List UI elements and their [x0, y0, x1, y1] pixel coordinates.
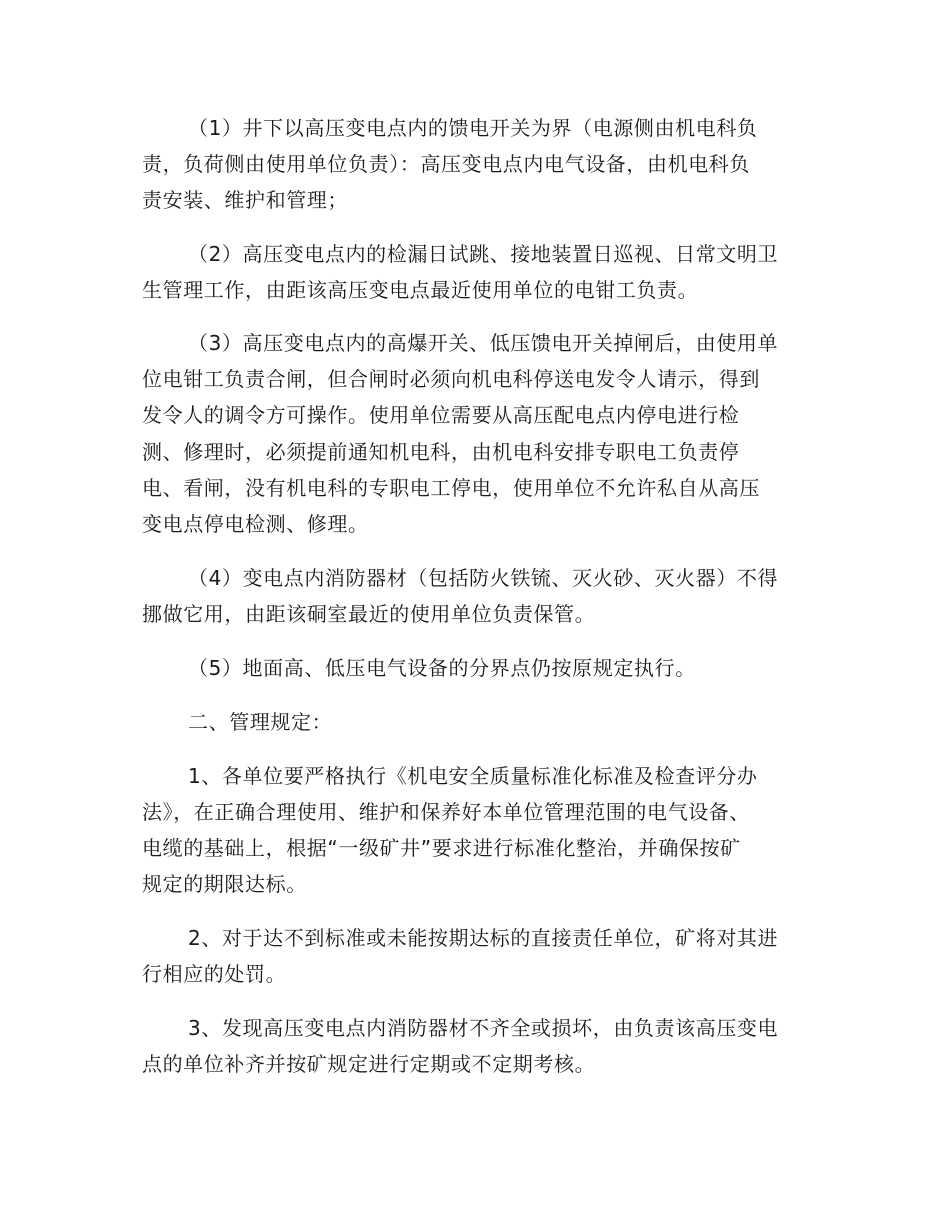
text-line: 2、对于达不到标准或未能按期达标的直接责任单位，矿将对其进: [188, 926, 779, 950]
text-line: （1）井下以高压变电点内的馈电开关为界（电源侧由机电科负: [188, 116, 758, 140]
text-line: 测、修理时，必须提前通知机电科，由机电科安排专职电工负责停: [142, 440, 740, 464]
text-line: 行相应的处罚。: [142, 962, 287, 986]
text-line: 责，负荷侧由使用单位负责）：高压变电点内电气设备，由机电科负: [142, 152, 750, 176]
text-line: （5）地面高、低压电气设备的分界点仍按原规定执行。: [188, 656, 696, 680]
text-line: （2）高压变电点内的检漏日试跳、接地装置日巡视、日常文明卫: [188, 242, 779, 266]
text-line: 电缆的基础上，根据“一级矿井”要求进行标准化整治，并确保按矿: [142, 836, 741, 860]
text-line: 发令人的调令方可操作。使用单位需要从高压配电点内停电进行检: [142, 403, 740, 427]
text-line: 规定的期限达标。: [142, 872, 307, 896]
text-line: 3、发现高压变电点内消防器材不齐全或损坏，由负责该高压变电: [188, 1016, 779, 1040]
text-line: 电、看闸，没有机电科的专职电工停电，使用单位不允许私自从高压: [142, 476, 760, 500]
text-line: 法》，在正确合理使用、维护和保养好本单位管理范围的电气设备、: [142, 800, 750, 824]
text-line: （4）变电点内消防器材（包括防火铁锍、灭火砂、灭火器）不得: [188, 566, 779, 590]
text-line: 变电点停电检测、修理。: [142, 512, 369, 536]
text-line: 挪做它用，由距该硐室最近的使用单位负责保管。: [142, 602, 596, 626]
text-line: 1、各单位要严格执行《机电安全质量标准化标准及检查评分办: [188, 764, 758, 788]
text-line: 生管理工作，由距该高压变电点最近使用单位的电钳工负责。: [142, 278, 699, 302]
text-line: 责安装、维护和管理；: [142, 188, 348, 212]
text-line: （3）高压变电点内的高爆开关、低压馈电开关掉闸后，由使用单: [188, 331, 779, 355]
text-line: 点的单位补齐并按矿规定进行定期或不定期考核。: [142, 1052, 596, 1076]
section-heading: 二、管理规定：: [188, 710, 333, 734]
text-line: 位电钳工负责合闸，但合闸时必须向机电科停送电发令人请示，得到: [142, 367, 760, 391]
